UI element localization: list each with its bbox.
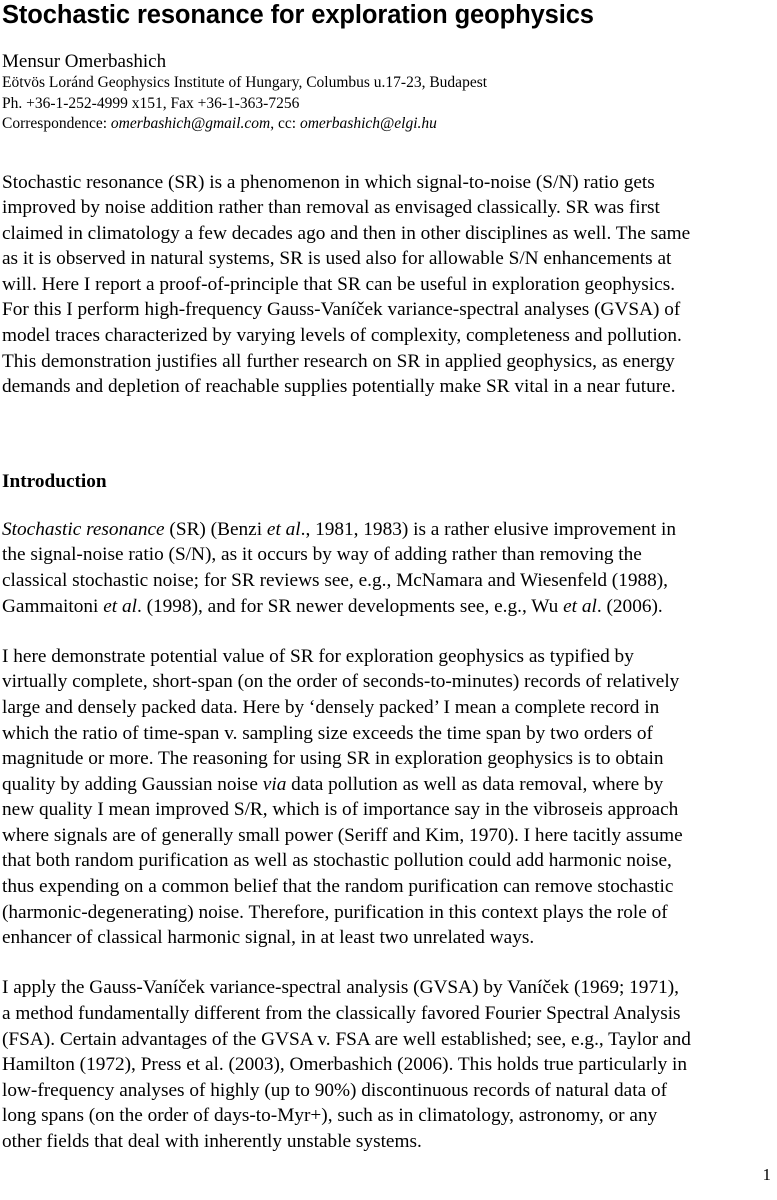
intro-paragraph-3 <box>2 975 775 1154</box>
intro-paragraph-1 <box>2 517 775 619</box>
et-al-italic: et al <box>103 595 137 617</box>
abstract-line: as it is observed in natural systems, SR is used also for allowable S/N enhancements at <box>2 248 672 270</box>
paragraph-line: Gammaitoni et al. (1998), and for SR newer developments see, e.g., Wu et al. (2006). <box>2 595 663 617</box>
paper-title: Stochastic resonance for exploration geophysics <box>2 1 594 29</box>
paragraph-line: Hamilton (1972), Press et al. (2003), Omerbashich (2006). This holds true particularly in <box>2 1054 688 1076</box>
paragraph-line: low-frequency analyses of highly (up to 90%) discontinuous records of natural data of <box>2 1079 668 1101</box>
correspondence-label: Correspondence: <box>2 115 111 132</box>
author-phone: Ph. +36-1-252-4999 x151, Fax +36-1-363-7256 <box>2 94 300 112</box>
paragraph-line: where signals are of generally small power (Seriff and Kim, 1970). I here tacitly assume <box>2 824 683 846</box>
paragraph-line: (harmonic-degenerating) noise. Therefore, purification in this context plays the role of <box>2 901 668 923</box>
paragraph-line: that both random purification as well as stochastic pollution could add harmonic noise, <box>2 850 672 872</box>
term-italic: Stochastic resonance <box>2 518 165 540</box>
paragraph-line: other fields that deal with inherently unstable systems. <box>2 1130 422 1152</box>
via-italic: via <box>262 773 287 795</box>
section-heading-introduction: Introduction <box>2 470 107 492</box>
author-name: Mensur Omerbashich <box>2 51 167 72</box>
author-affiliation: Eötvös Loránd Geophysics Institute of Hungary, Columbus u.17-23, Budapest <box>2 74 488 91</box>
paragraph-line: thus expending on a common belief that the random purification can remove stochastic <box>2 876 674 898</box>
intro-paragraph-2 <box>2 644 775 951</box>
paragraph-line: Stochastic resonance (SR) (Benzi et al., 1981, 1983) is a rather elusive improvement in <box>2 518 676 540</box>
abstract-line: For this I perform high-frequency Gauss-Vaníček variance-spectral analyses (GVSA) of <box>2 299 681 321</box>
paragraph-line: virtually complete, short-span (on the order of seconds-to-minutes) records of relatively <box>2 671 680 693</box>
paragraph-line: (FSA). Certain advantages of the GVSA v. FSA are well established; see, e.g., Taylor and <box>2 1028 691 1050</box>
paragraph-line: a method fundamentally different from the classically favored Fourier Spectral Analysis <box>2 1002 681 1024</box>
abstract-line: model traces characterized by varying levels of complexity, completeness and pollution. <box>2 325 682 347</box>
paragraph-line: I apply the Gauss-Vaníček variance-spectral analysis (GVSA) by Vaníček (1969; 1971), <box>2 977 679 999</box>
abstract-line: will. Here I report a proof-of-principle that SR can be useful in exploration geophysics. <box>2 273 676 295</box>
paragraph-line: classical stochastic noise; for SR reviews see, e.g., McNamara and Wiesenfeld (1988), <box>2 570 669 592</box>
paragraph-line: quality by adding Gaussian noise via data pollution as well as data removal, where by <box>2 773 664 795</box>
et-al-italic: et al <box>266 518 301 540</box>
abstract <box>2 170 775 400</box>
paragraph-line: magnitude or more. The reasoning for using SR in exploration geophysics is to obtain <box>2 748 664 770</box>
abstract-line: This demonstration justifies all further research on SR in applied geophysics, as energy <box>2 350 675 372</box>
email-link-cc[interactable]: omerbashich@elgi.hu <box>299 115 437 132</box>
abstract-line: claimed in climatology a few decades ago and then in other disciplines as well. The same <box>2 222 691 244</box>
author-correspondence <box>2 114 775 135</box>
paragraph-line: the signal-noise ratio (S/N), as it occurs by way of adding rather than removing the <box>2 544 642 566</box>
abstract-line: improved by noise addition rather than removal as envisaged classically. SR was first <box>2 197 660 219</box>
paragraph-line: which the ratio of time-span v. sampling size exceeds the time span by two orders of <box>2 722 653 744</box>
abstract-line: Stochastic resonance (SR) is a phenomenon in which signal-to-noise (S/N) ratio gets <box>2 171 655 193</box>
page-number: 1 <box>762 1165 771 1184</box>
cc-label: , cc: <box>270 115 300 132</box>
paragraph-line: large and densely packed data. Here by ‘densely packed’ I mean a complete record in <box>2 696 660 718</box>
paragraph-line: long spans (on the order of days-to-Myr+), such as in climatology, astronomy, or any <box>2 1105 658 1127</box>
paragraph-line: new quality I mean improved S/R, which is of importance say in the vibroseis approach <box>2 799 679 821</box>
abstract-line: demands and depletion of reachable supplies potentially make SR vital in a near future. <box>2 376 676 398</box>
paragraph-line: I here demonstrate potential value of SR for exploration geophysics as typified by <box>2 645 634 667</box>
email-link-primary[interactable]: omerbashich@gmail.com <box>110 115 271 132</box>
paragraph-line: enhancer of classical harmonic signal, in at least two unrelated ways. <box>2 927 535 949</box>
et-al-italic: et al <box>563 595 597 617</box>
